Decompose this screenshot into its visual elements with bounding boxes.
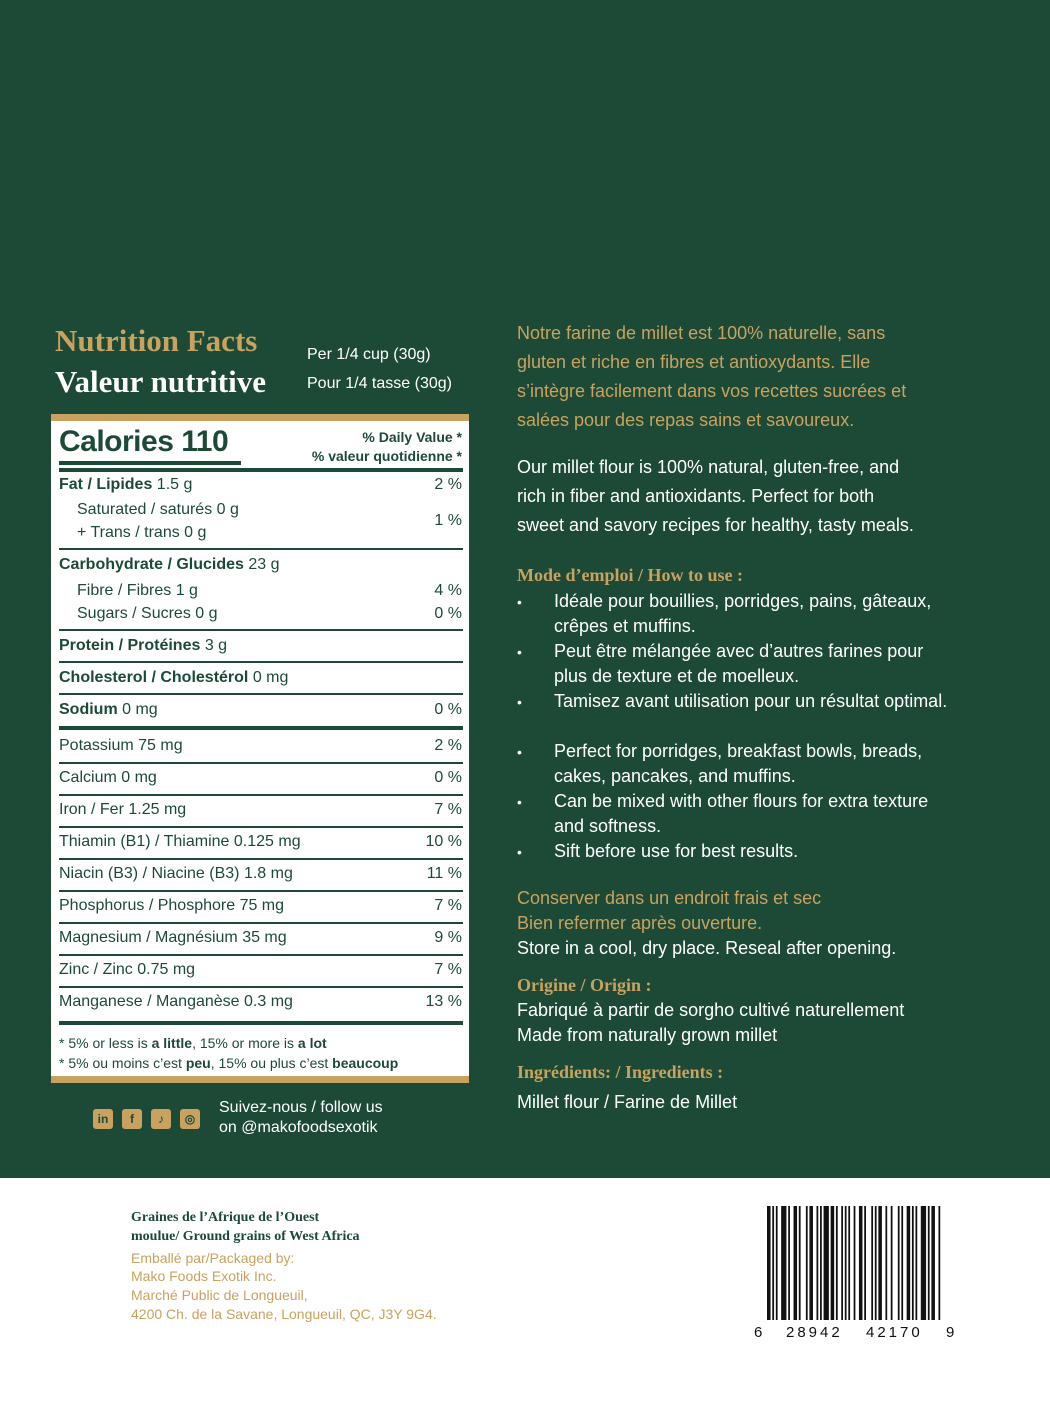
address-line-1: Marché Public de Longueuil, — [131, 1287, 308, 1303]
iron-row: Iron / Fer 1.25 mg — [59, 801, 187, 818]
bullet: • — [517, 844, 522, 860]
niacin-pct: 11 % — [426, 865, 462, 882]
origin-fr: Fabriqué à partir de sorgho cultivé naturellement — [517, 1000, 905, 1020]
sugars-row: Sugars / Sucres 0 g — [77, 605, 218, 622]
barcode-bar — [907, 1206, 911, 1320]
how-to-use-item: Perfect for porridges, breakfast bowls, breads, cakes, pancakes, and muffins. — [554, 741, 923, 786]
barcode-digit: 42170 — [866, 1324, 923, 1341]
rule — [59, 922, 463, 924]
carb-row: Carbohydrate / Glucides 23 g — [59, 556, 280, 573]
sugars-pct: 0 % — [434, 605, 462, 622]
barcode-bar — [831, 1206, 835, 1320]
barcode-bar — [875, 1206, 877, 1320]
barcode-bar — [921, 1206, 926, 1320]
barcode-bar — [859, 1206, 863, 1320]
address-line-2: 4200 Ch. de la Savane, Longueuil, QC, J3Y 9G4. — [131, 1306, 437, 1322]
barcode-bar — [891, 1206, 893, 1320]
sodium-pct: 0 % — [434, 701, 462, 718]
barcode-bar — [772, 1206, 774, 1320]
barcode-bar — [915, 1206, 917, 1320]
barcode-bar — [841, 1206, 843, 1320]
follow-us-text: Suivez-nous / follow us — [219, 1099, 383, 1116]
daily-value-fr: % valeur quotidienne * — [311, 448, 462, 464]
barcode-bar — [928, 1206, 930, 1320]
phosphorus-pct: 7 % — [434, 897, 462, 914]
barcode-digit: 9 — [946, 1324, 955, 1341]
origin-en: Made from naturally grown millet — [517, 1025, 778, 1045]
nutrition-title-en: Nutrition Facts — [55, 323, 258, 358]
calcium-pct: 0 % — [434, 769, 462, 786]
barcode-bar — [836, 1206, 838, 1320]
description-fr: Notre farine de millet est 100% naturelle, sans gluten et riche en fibres et antioxydants. Elle s’intègre facilement dans vos recettes sucrées et salées pour des repas sains et savoureux. — [517, 323, 907, 430]
footnote-fr: * 5% ou moins c’est peu, 15% ou plus c’est beaucoup — [59, 1055, 399, 1071]
calcium-row: Calcium 0 mg — [59, 769, 157, 786]
protein-row: Protein / Protéines 3 g — [59, 637, 228, 654]
bullet: • — [517, 744, 522, 760]
storage-fr-1: Conserver dans un endroit frais et sec — [517, 888, 822, 908]
barcode-bar — [806, 1206, 808, 1320]
barcode-bar — [799, 1206, 801, 1320]
barcode-bar — [898, 1206, 900, 1320]
packaged-by: Emballé par/Packaged by: — [131, 1250, 295, 1266]
footnote-en: * 5% or less is a little, 15% or more is a lot — [59, 1035, 327, 1051]
barcode-bar — [809, 1206, 813, 1320]
barcode-bar — [864, 1206, 866, 1320]
serving-size-fr: Pour 1/4 tasse (30g) — [307, 375, 452, 392]
bullet: • — [517, 594, 522, 610]
potassium-row: Potassium 75 mg — [59, 737, 183, 754]
barcode-digit: 6 — [754, 1324, 763, 1341]
fibre-row: Fibre / Fibres 1 g — [77, 582, 198, 599]
bullet: • — [517, 694, 522, 710]
rule — [59, 826, 463, 828]
barcode-bar — [901, 1206, 903, 1320]
rule — [59, 986, 463, 988]
iron-pct: 7 % — [434, 801, 462, 818]
barcode-bar — [824, 1206, 829, 1320]
rule — [59, 693, 463, 695]
rule — [59, 468, 463, 472]
bullet: • — [517, 644, 522, 660]
barcode — [767, 1206, 942, 1320]
rule — [59, 954, 463, 956]
barcode-bar — [845, 1206, 847, 1320]
calories-underline — [59, 461, 241, 465]
rule — [59, 548, 463, 550]
facebook-icon[interactable]: f — [122, 1109, 142, 1129]
social-handle[interactable]: on @makofoodsexotik — [219, 1119, 378, 1136]
barcode-digit: 28942 — [786, 1324, 843, 1341]
sodium-row: Sodium 0 mg — [59, 701, 158, 718]
barcode-bar — [931, 1206, 935, 1320]
sat-trans-pct: 1 % — [434, 512, 462, 529]
fibre-pct: 4 % — [434, 582, 462, 599]
storage-fr-2: Bien refermer après ouverture. — [517, 913, 763, 933]
label-bottom-bar — [51, 1076, 469, 1083]
rule — [59, 890, 463, 892]
rule — [59, 629, 463, 631]
serving-size-en: Per 1/4 cup (30g) — [307, 346, 431, 363]
fat-row: Fat / Lipides 1.5 g — [59, 476, 193, 493]
label-top-bar — [51, 414, 469, 421]
origin-heading: Origine / Origin : — [517, 975, 652, 995]
barcode-bar — [848, 1206, 850, 1320]
barcode-bar — [816, 1206, 818, 1320]
barcode-bar — [776, 1206, 778, 1320]
rule — [59, 1021, 463, 1025]
barcode-bar — [788, 1206, 790, 1320]
product-title-2: moulue/ Ground grains of West Africa — [131, 1229, 360, 1244]
linkedin-icon[interactable]: in — [93, 1109, 113, 1129]
barcode-bar — [820, 1206, 822, 1320]
how-to-use-item: Tamisez avant utilisation pour un résultat optimal. — [554, 691, 948, 711]
barcode-bar — [938, 1206, 940, 1320]
fat-pct: 2 % — [434, 476, 462, 493]
barcode-bar — [885, 1206, 887, 1320]
rule — [59, 661, 463, 663]
zinc-pct: 7 % — [434, 961, 462, 978]
trans-row: + Trans / trans 0 g — [77, 524, 207, 541]
tiktok-icon[interactable]: ♪ — [151, 1109, 171, 1129]
potassium-pct: 2 % — [434, 737, 462, 754]
bullet: • — [517, 794, 522, 810]
product-title-1: Graines de l’Afrique de l’Ouest — [131, 1210, 320, 1225]
how-to-use-item: Idéale pour bouillies, porridges, pains, gâteaux, crêpes et muffins. — [554, 591, 932, 636]
how-to-use-item: Can be mixed with other flours for extra texture and softness. — [554, 791, 929, 836]
barcode-bar — [878, 1206, 882, 1320]
barcode-bar — [794, 1206, 798, 1320]
ingredients-text: Millet flour / Farine de Millet — [517, 1092, 738, 1112]
ingredients-heading: Ingrédients: / Ingredients : — [517, 1062, 724, 1082]
phosphorus-row: Phosphorus / Phosphore 75 mg — [59, 897, 285, 914]
rule — [59, 762, 463, 764]
niacin-row: Niacin (B3) / Niacine (B3) 1.8 mg — [59, 865, 293, 882]
storage-en: Store in a cool, dry place. Reseal after opening. — [517, 938, 897, 958]
nutrition-title-fr: Valeur nutritive — [55, 364, 266, 399]
thiamin-row: Thiamin (B1) / Thiamine 0.125 mg — [59, 833, 301, 850]
company-name: Mako Foods Exotik Inc. — [131, 1268, 277, 1284]
daily-value-en: % Daily Value * — [362, 429, 462, 445]
zinc-row: Zinc / Zinc 0.75 mg — [59, 961, 196, 978]
manganese-row: Manganese / Manganèse 0.3 mg — [59, 993, 293, 1010]
rule — [59, 858, 463, 860]
cholesterol-row: Cholesterol / Cholestérol 0 mg — [59, 669, 289, 686]
barcode-bar — [871, 1206, 873, 1320]
barcode-bar — [912, 1206, 914, 1320]
barcode-bar — [781, 1206, 786, 1320]
barcode-bar — [854, 1206, 856, 1320]
calories-heading: Calories 110 — [59, 425, 229, 458]
description-en: Our millet flour is 100% natural, gluten-free, and rich in fiber and antioxidants. Perfect for both sweet and savory recipes for healthy, tasty meals. — [517, 457, 914, 535]
instagram-icon[interactable]: ◎ — [180, 1109, 200, 1129]
how-to-use-item: Sift before use for best results. — [554, 841, 799, 861]
how-to-use-heading: Mode d’emploi / How to use : — [517, 565, 743, 585]
magnesium-row: Magnesium / Magnésium 35 mg — [59, 929, 287, 946]
manganese-pct: 13 % — [425, 993, 462, 1010]
saturated-row: Saturated / saturés 0 g — [77, 501, 239, 518]
barcode-bar — [767, 1206, 771, 1320]
rule — [59, 726, 463, 730]
thiamin-pct: 10 % — [425, 833, 462, 850]
rule — [59, 794, 463, 796]
magnesium-pct: 9 % — [434, 929, 462, 946]
how-to-use-item: Peut être mélangée avec d’autres farines pour plus de texture et de moelleux. — [554, 641, 924, 686]
